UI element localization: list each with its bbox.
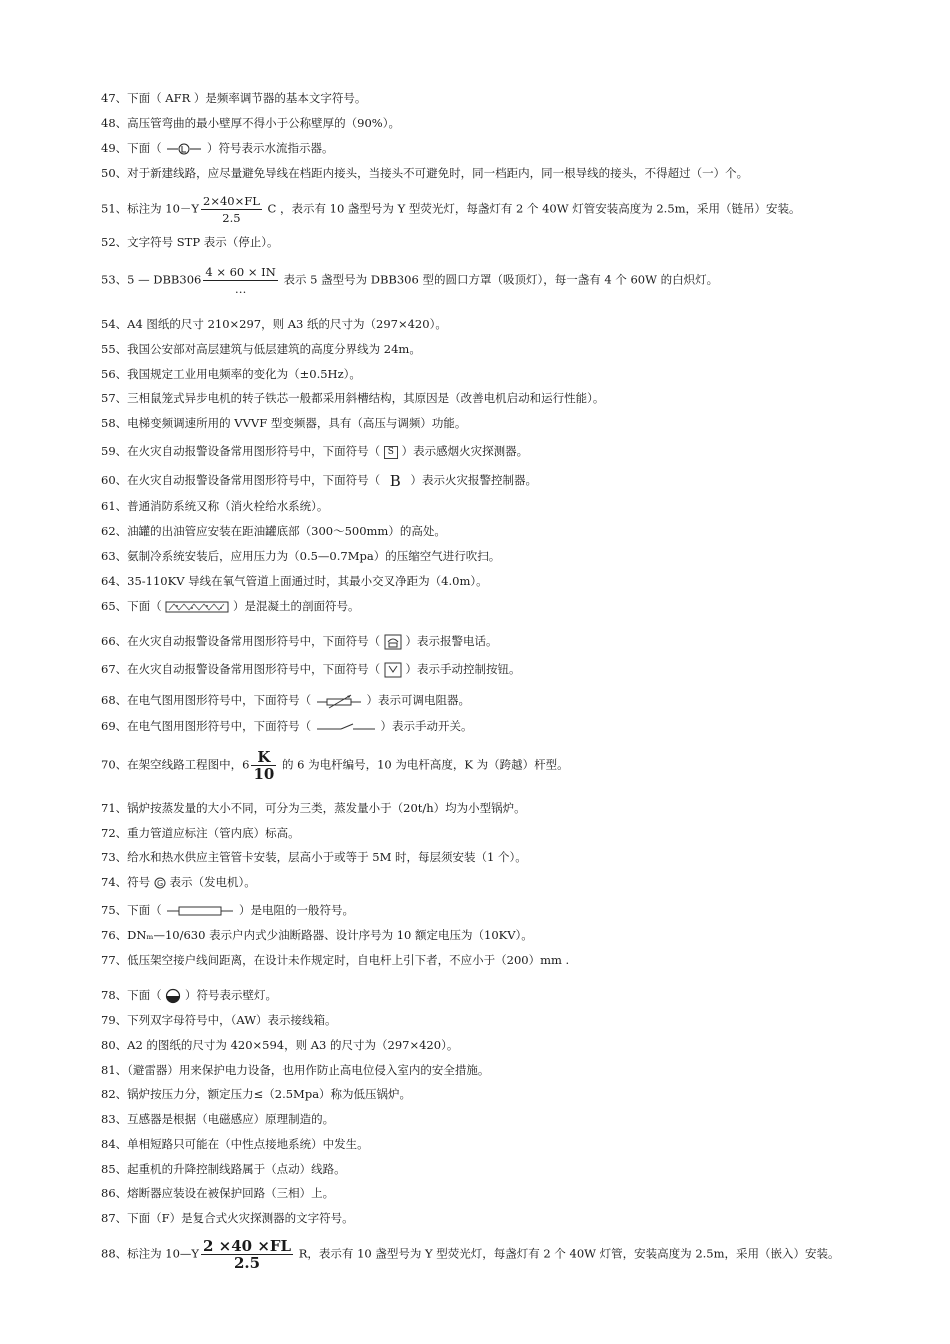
item-88-pre: 88、标注为 10—Y — [101, 1246, 200, 1261]
item-73: 73、给水和热水供应主管管卡安装，层高小于或等于 5M 时，每层须安装（1 个）。 — [101, 850, 527, 864]
fraction-numerator: 2 ×40 ×FL — [203, 1237, 292, 1255]
item-49 — [101, 140, 333, 156]
water-flow-indicator-icon — [165, 142, 203, 156]
item-75-pre: 75、下面（ — [101, 903, 162, 917]
item-51-post: C ，表示有 10 盏型号为 Y 型荧光灯，每盏灯有 2 个 40W 灯管安装高度为 2.5m，采用（链吊）安装。 — [263, 201, 801, 216]
fraction-denominator: 2.5 — [222, 211, 241, 225]
item-61: 61、普通消防系统又称（消火栓给水系统）。 — [101, 499, 329, 513]
item-76: 76、DNₘ—10/630 表示户内式少油断路器、设计序号为 10 额定电压为（10KV）。 — [101, 928, 533, 942]
item-59-pre: 59、在火灾自动报警设备常用图形符号中，下面符号（ — [101, 444, 381, 458]
item-64: 64、35-110KV 导线在氧气管道上面通过时，其最小交叉净距为（4.0m）。 — [101, 574, 488, 588]
item-78-post: ）符号表示壁灯。 — [184, 988, 277, 1002]
alarm-telephone-icon — [384, 634, 402, 650]
fraction-numerator: K — [251, 749, 276, 766]
concrete-section-icon — [165, 601, 229, 613]
item-65 — [101, 598, 359, 614]
item-81: 81、（避雷器）用来保护电力设备，也用作防止高电位侵入室内的安全措施。 — [101, 1063, 490, 1077]
item-53-fraction — [203, 264, 277, 297]
fraction-denominator: … — [234, 282, 247, 296]
item-69-pre: 69、在电气图用图形符号中，下面符号（ — [101, 719, 312, 733]
item-67-pre: 67、在火灾自动报警设备常用图形符号中，下面符号（ — [101, 662, 381, 676]
manual-switch-icon — [315, 721, 377, 733]
item-59 — [101, 443, 528, 459]
item-51-pre: 51、标注为 10－Y — [101, 201, 200, 216]
item-71: 71、锅炉按蒸发量的大小不同，可分为三类，蒸发量小于（20t/h）均为小型锅炉。 — [101, 801, 526, 815]
item-70-pre: 70、在架空线路工程图中，6 — [101, 757, 250, 772]
fraction-numerator: 2×40×FL — [203, 194, 260, 208]
item-48: 48、高压管弯曲的最小壁厚不得小于公称壁厚的（90%）。 — [101, 116, 400, 130]
item-68-post: ）表示可调电阻器。 — [366, 693, 470, 707]
item-85: 85、起重机的升降控制线路属于（点动）线路。 — [101, 1162, 346, 1176]
item-68-pre: 68、在电气图用图形符号中，下面符号（ — [101, 693, 312, 707]
fraction-denominator: 10 — [253, 765, 275, 783]
item-50: 50、对于新建线路，应尽量避免导线在档距内接头，当接头不可避免时，同一档距内，同一根导线的接头，不得超过（一）个。 — [101, 166, 749, 180]
item-69 — [101, 718, 472, 734]
item-82: 82、锅炉按压力分，额定压力≤（2.5Mpa）称为低压锅炉。 — [101, 1087, 412, 1101]
item-78 — [101, 987, 277, 1004]
item-87: 87、下面（F）是复合式火灾探测器的文字符号。 — [101, 1211, 354, 1225]
item-47: 47、下面（ AFR ）是频率调节器的基本文字符号。 — [101, 91, 367, 105]
item-79: 79、下列双字母符号中，（AW）表示接线箱。 — [101, 1013, 337, 1027]
item-65-pre: 65、下面（ — [101, 599, 162, 613]
item-74 — [101, 874, 256, 890]
item-67 — [101, 661, 520, 678]
fraction-denominator: 2.5 — [234, 1254, 261, 1272]
item-88-fraction — [201, 1238, 293, 1271]
alarm-controller-icon: B — [389, 472, 401, 490]
svg-text:G: G — [156, 879, 163, 888]
item-70-fraction — [251, 749, 276, 782]
item-49-post: ）符号表示水流指示器。 — [206, 141, 334, 155]
item-78-pre: 78、下面（ — [101, 988, 162, 1002]
variable-resistor-icon — [315, 693, 363, 709]
item-66-post: ）表示报警电话。 — [405, 634, 498, 648]
item-83: 83、互感器是根据（电磁感应）原理制造的。 — [101, 1112, 335, 1126]
item-70-post: 的 6 为电杆编号，10 为电杆高度，K 为（跨越）杆型。 — [278, 757, 569, 772]
item-74-pre: 74、符号 — [101, 875, 151, 889]
item-62: 62、油罐的出油管应安装在距油罐底部（300～500mm）的高处。 — [101, 524, 446, 538]
item-88 — [101, 1238, 840, 1271]
item-60-pre: 60、在火灾自动报警设备常用图形符号中，下面符号（ — [101, 473, 381, 487]
item-72: 72、重力管道应标注（管内底）标高。 — [101, 826, 300, 840]
item-60-post: ）表示火灾报警控制器。 — [410, 473, 537, 487]
item-51 — [101, 193, 801, 226]
item-80: 80、A2 的图纸的尺寸为 420×594，则 A3 的尺寸为（297×420）。 — [101, 1038, 459, 1052]
fraction-numerator: 4 × 60 × IN — [205, 265, 276, 279]
item-75-post: ）是电阻的一般符号。 — [238, 903, 354, 917]
resistor-icon — [165, 905, 235, 917]
item-49-pre: 49、下面（ — [101, 141, 162, 155]
item-57: 57、三相鼠笼式异步电机的转子铁芯一般都采用斜槽结构，其原因是（改善电机启动和运行性能）。 — [101, 391, 605, 405]
item-67-post: ）表示手动控制按钮。 — [405, 662, 521, 676]
item-66-pre: 66、在火灾自动报警设备常用图形符号中，下面符号（ — [101, 634, 381, 648]
item-54: 54、A4 图纸的尺寸 210×297，则 A3 纸的尺寸为（297×420）。 — [101, 317, 447, 331]
item-65-post: ）是混凝土的剖面符号。 — [232, 599, 360, 613]
item-55: 55、我国公安部对高层建筑与低层建筑的高度分界线为 24m。 — [101, 342, 421, 356]
wall-lamp-icon — [165, 988, 181, 1004]
item-84: 84、单相短路只可能在（中性点接地系统）中发生。 — [101, 1137, 369, 1151]
generator-icon — [154, 877, 166, 889]
manual-call-button-icon — [384, 662, 402, 678]
item-60 — [101, 472, 537, 489]
item-53-pre: 53、5 — DBB306 — [101, 272, 202, 287]
item-53-post: 表示 5 盏型号为 DBB306 型的圆口方罩（吸顶灯），每一盏有 4 个 60W 的白炽灯。 — [279, 272, 719, 287]
item-63: 63、氨制冷系统安装后，应用压力为（0.5—0.7Mpa）的压缩空气进行吹扫。 — [101, 549, 501, 563]
item-53 — [101, 264, 718, 297]
item-58: 58、电梯变频调速所用的 VVVF 型变频器，具有（高压与调频）功能。 — [101, 416, 467, 430]
item-75 — [101, 902, 354, 918]
item-52: 52、文字符号 STP 表示（停止）。 — [101, 235, 279, 249]
item-88-post: R，表示有 10 盏型号为 Y 型荧光灯，每盏灯有 2 个 40W 灯管，安装高度为 2.5m，采用（嵌入）安装。 — [295, 1246, 840, 1261]
item-74-post: 表示（发电机）。 — [169, 875, 256, 889]
item-56: 56、我国规定工业用电频率的变化为（±0.5Hz）。 — [101, 367, 361, 381]
item-69-post: ）表示手动开关。 — [380, 719, 473, 733]
smoke-detector-icon: S — [384, 446, 398, 459]
item-70 — [101, 749, 569, 782]
item-86: 86、熔断器应装设在被保护回路（三相）上。 — [101, 1186, 335, 1200]
item-66 — [101, 633, 497, 650]
item-51-fraction — [201, 193, 262, 226]
item-59-post: ）表示感烟火灾探测器。 — [401, 444, 529, 458]
item-77: 77、低压架空接户线间距离，在设计未作规定时，自电杆上引下者，不应小于（200）mm . — [101, 953, 570, 967]
item-68 — [101, 692, 470, 709]
